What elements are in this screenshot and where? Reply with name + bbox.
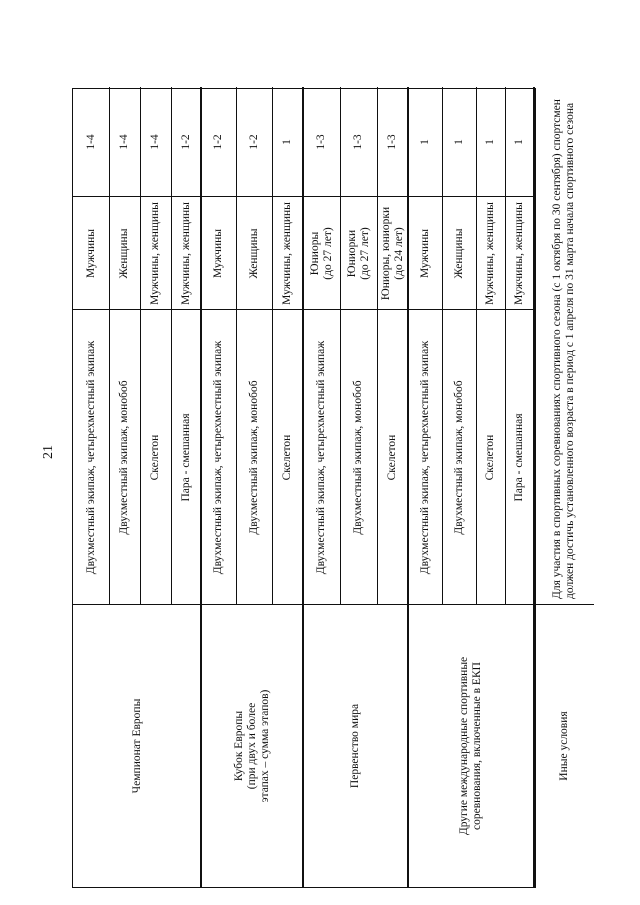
category-cell bbox=[340, 197, 377, 310]
category-cell-text: Мужчины, женщины bbox=[179, 202, 192, 305]
discipline-cell bbox=[140, 310, 171, 605]
table-rule bbox=[236, 196, 272, 197]
competition-cell bbox=[73, 605, 201, 887]
discipline-cell bbox=[201, 310, 236, 605]
competition-cell bbox=[408, 605, 534, 887]
table-rule bbox=[140, 196, 171, 197]
places-cell bbox=[140, 87, 171, 197]
places-cell-text: 1 bbox=[513, 139, 525, 145]
competition-cell bbox=[201, 605, 303, 887]
category-cell bbox=[236, 197, 272, 310]
discipline-cell bbox=[476, 310, 505, 605]
discipline-cell-text: Скелетон bbox=[149, 434, 161, 481]
discipline-cell bbox=[377, 310, 408, 605]
category-cell-text: Юниорки (до 27 лет) bbox=[345, 227, 371, 280]
places-cell-text: 1 bbox=[484, 139, 496, 145]
category-cell bbox=[377, 197, 408, 310]
discipline-cell-text: Двухместный экипаж, четырехместный экипаж bbox=[315, 340, 327, 575]
category-cell bbox=[272, 197, 303, 310]
competition-cell-text: Кубок Европы (при двух и более этапах – сумма этапов) bbox=[232, 689, 271, 803]
discipline-cell bbox=[171, 310, 201, 605]
discipline-cell-text: Скелетон bbox=[281, 434, 293, 481]
discipline-cell-text: Пара - смешанная bbox=[513, 413, 525, 502]
table-rule bbox=[73, 309, 109, 310]
discipline-cell bbox=[272, 310, 303, 605]
results-table bbox=[72, 88, 576, 888]
places-cell-text: 1-4 bbox=[118, 134, 130, 150]
discipline-cell bbox=[73, 310, 109, 605]
places-cell-text: 1-3 bbox=[352, 134, 364, 150]
category-cell-text: Мужчины bbox=[212, 229, 224, 279]
discipline-cell-text: Двухместный экипаж, монобоб bbox=[247, 380, 260, 535]
table-rule bbox=[236, 309, 272, 310]
table-rule bbox=[377, 196, 408, 197]
table-rule bbox=[442, 309, 476, 310]
competition-cell-text: Чемпионат Европы bbox=[130, 698, 143, 794]
places-cell bbox=[408, 87, 442, 197]
table-rule bbox=[476, 309, 505, 310]
category-cell bbox=[140, 197, 171, 310]
places-cell-text: 1-2 bbox=[212, 134, 224, 150]
table-rule bbox=[442, 196, 476, 197]
other-conditions-text bbox=[534, 87, 594, 605]
discipline-cell bbox=[408, 310, 442, 605]
table-rule bbox=[340, 309, 377, 310]
places-cell-text: 1-2 bbox=[247, 134, 260, 150]
table-rule bbox=[476, 196, 505, 197]
competition-cell bbox=[303, 605, 408, 887]
places-cell bbox=[73, 87, 109, 197]
discipline-cell bbox=[340, 310, 377, 605]
discipline-cell-text: Двухместный экипаж, монобоб bbox=[118, 380, 130, 535]
category-cell bbox=[171, 197, 201, 310]
category-cell bbox=[303, 197, 340, 310]
places-cell bbox=[377, 87, 408, 197]
category-cell bbox=[442, 197, 476, 310]
table-rule bbox=[272, 309, 303, 310]
places-cell bbox=[505, 87, 534, 197]
discipline-cell-text: Пара - смешанная bbox=[179, 413, 192, 502]
places-cell bbox=[201, 87, 236, 197]
table-rule bbox=[377, 309, 408, 310]
discipline-cell-text: Двухместный экипаж, четырехместный экипаж bbox=[418, 340, 431, 575]
discipline-cell bbox=[505, 310, 534, 605]
category-cell-text: Женщины bbox=[118, 228, 130, 279]
discipline-cell-text: Скелетон bbox=[484, 434, 496, 481]
table-rule bbox=[505, 309, 534, 310]
places-cell-text: 1 bbox=[281, 139, 293, 145]
table-rule bbox=[109, 196, 140, 197]
places-cell bbox=[303, 87, 340, 197]
category-cell bbox=[476, 197, 505, 310]
category-cell bbox=[109, 197, 140, 310]
discipline-cell-text: Двухместный экипаж, четырехместный экипаж bbox=[212, 340, 224, 575]
places-cell-text: 1 bbox=[418, 139, 431, 145]
table-rule bbox=[140, 309, 171, 310]
category-cell bbox=[408, 197, 442, 310]
places-cell bbox=[442, 87, 476, 197]
places-cell bbox=[236, 87, 272, 197]
table-rule bbox=[408, 196, 442, 197]
discipline-cell-text: Скелетон bbox=[386, 434, 398, 481]
places-cell bbox=[171, 87, 201, 197]
category-cell bbox=[201, 197, 236, 310]
places-cell-text: 1-2 bbox=[179, 134, 192, 150]
table-rule bbox=[408, 309, 442, 310]
table-rule bbox=[303, 309, 340, 310]
category-cell-text: Юниоры (до 27 лет) bbox=[308, 227, 334, 280]
category-cell bbox=[505, 197, 534, 310]
competition-cell-text: Другие международные спортивные соревнования, включенные в ЕКП bbox=[458, 656, 483, 836]
table-rule bbox=[201, 309, 236, 310]
table-rule bbox=[303, 196, 340, 197]
discipline-cell bbox=[236, 310, 272, 605]
places-cell bbox=[272, 87, 303, 197]
category-cell-text: Юниоры, юниорки (до 24 лет) bbox=[379, 206, 405, 301]
places-cell bbox=[476, 87, 505, 197]
category-cell-text: Мужчины, женщины bbox=[484, 202, 496, 305]
other-conditions-label bbox=[534, 605, 594, 887]
discipline-cell-text: Двухместный экипаж, монобоб bbox=[452, 380, 465, 535]
discipline-cell bbox=[303, 310, 340, 605]
places-cell bbox=[109, 87, 140, 197]
places-cell-text: 1-3 bbox=[315, 134, 327, 150]
table-rule bbox=[171, 309, 201, 310]
category-cell-text: Мужчины bbox=[418, 229, 431, 279]
table-rule bbox=[171, 196, 201, 197]
table-rule bbox=[201, 196, 236, 197]
competition-cell-text: Первенство мира bbox=[349, 703, 361, 789]
category-cell-text: Женщины bbox=[247, 228, 260, 279]
table-rule bbox=[109, 309, 140, 310]
discipline-cell-text: Двухместный экипаж, четырехместный экипаж bbox=[84, 340, 97, 575]
table-rule bbox=[340, 196, 377, 197]
table-rule bbox=[73, 196, 109, 197]
places-cell bbox=[340, 87, 377, 197]
places-cell-text: 1-3 bbox=[386, 134, 398, 150]
discipline-cell bbox=[109, 310, 140, 605]
category-cell-text: Мужчины, женщины bbox=[281, 202, 293, 305]
places-cell-text: 1-4 bbox=[149, 134, 161, 150]
other-conditions-label-text: Иные условия bbox=[557, 711, 570, 781]
category-cell-text: Мужчины bbox=[84, 229, 97, 279]
places-cell-text: 1-4 bbox=[84, 134, 97, 150]
page-number: 21 bbox=[41, 445, 56, 459]
places-cell-text: 1 bbox=[452, 139, 465, 145]
table-rule bbox=[272, 196, 303, 197]
other-conditions-text-text: Для участия в спортивных соревнованиях спортивного сезона (с 1 октября по 30 сентября) спортсмен должен достичь установленного возраста в период с 1 апреля по 31 марта начала спортивного сезона bbox=[551, 99, 576, 599]
discipline-cell bbox=[442, 310, 476, 605]
category-cell-text: Женщины bbox=[452, 228, 465, 279]
category-cell bbox=[73, 197, 109, 310]
discipline-cell-text: Двухместный экипаж, монобоб bbox=[352, 380, 364, 535]
table-rule bbox=[505, 196, 534, 197]
category-cell-text: Мужчины, женщины bbox=[513, 202, 525, 305]
category-cell-text: Мужчины, женщины bbox=[149, 202, 161, 305]
